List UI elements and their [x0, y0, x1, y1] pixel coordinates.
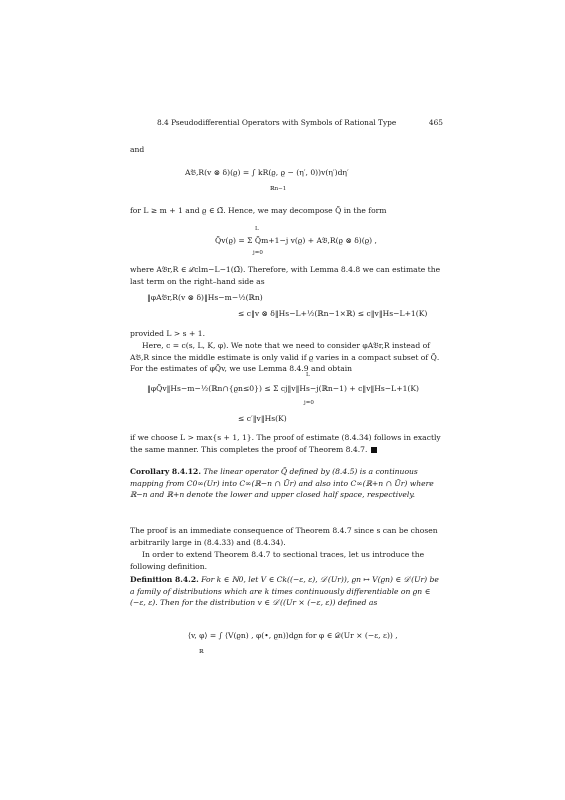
paragraph-proof: The proof is an immediate consequence of Theorem 8.4.7 since s can be chosen arbitrarily large in (8.4.33) and (8.4.34). — [130, 526, 438, 547]
equation-kernel-limit: ℝn−1 — [270, 186, 287, 192]
sum-lower-limit: j=0 — [253, 250, 263, 256]
paragraph-decompose: for L ≥ m + 1 and ϱ ∈ Ω̃. Hence, we may decompose Q̃ in the form — [130, 206, 387, 215]
qed-square-icon — [371, 447, 377, 453]
definition-8-4-2 — [130, 574, 442, 609]
sum-upper-limit: L — [255, 226, 259, 232]
estimate-line-2: ≤ c‖v ⊗ δ‖Hs−L+½(ℝn−1×ℝ) ≤ c‖v‖Hs−L+1(K) — [238, 309, 428, 318]
estimate-line-1: ‖φA𝔅r,R(v ⊗ δ)‖Hs−m−½(ℝn) — [147, 293, 263, 302]
estimate2-line-1: ‖φQ̃v‖Hs−m−½(ℝn∩{ϱn≤0}) ≤ Σ cj‖v‖Hs−j(ℝn−1) + c‖v‖Hs−L+1(K) — [147, 384, 419, 393]
equation-distribution: ⟨v, φ⟩ = ∫ ⟨V(ϱn) , φ(•, ϱn)⟩dϱn for φ ∈ 𝒟(Ur × (−ε, ε)) , — [188, 631, 398, 640]
paragraph-where: where A𝔅r,R ∈ ℒclm−L−1(Ω̃). Therefore, with Lemma 8.4.8 we can estimate the last term on the right–hand side as — [130, 265, 441, 286]
equation-decomposition: Q̃v(ϱ) = Σ Q̃m+1−j v(ϱ) + A𝔅,R(ϱ ⊗ δ)(ϱ) , — [215, 236, 377, 245]
paragraph-provided: provided L > s + 1. — [130, 329, 205, 338]
paragraph-here: Here, c = c(s, L, K, φ). We note that we need to consider φA𝔅r,R instead of A𝔅,R since the middle estimate is only valid if ϱ varies in a compact subset of Q̃. For the estimates of φQ̃v, we use Lemma 8.4.9 and obtain — [130, 341, 440, 374]
page-number: 465 — [428, 118, 443, 127]
paragraph-choose-text: if we choose L > max{s + 1, 1}. The proof of estimate (8.4.34) follows in exactly the same manner. This completes the proof of Theorem 8.4.7. — [130, 433, 441, 454]
sum2-lower-limit: j=0 — [304, 400, 314, 406]
corollary-text: The linear operator Q̃ defined by (8.4.5) is a continuous mapping from C0∞(Ur) into C∞(ℝ−n ∩ Ūr) and also into C∞(ℝ+n ∩ Ūr) where ℝ−n and ℝ+n denote the lower and upper closed half space, respectively. — [130, 467, 434, 500]
paragraph-extend: In order to extend Theorem 8.4.7 to sectional traces, let us introduce the following definition. — [130, 550, 425, 571]
paragraph-choose — [130, 432, 442, 455]
text-and: and — [130, 145, 145, 154]
estimate2-line-2: ≤ c′‖v‖Hs(K) — [238, 414, 287, 423]
definition-label: Definition 8.4.2. — [130, 575, 199, 584]
corollary-8-4-12 — [130, 466, 442, 501]
running-title: 8.4 Pseudodifferential Operators with Symbols of Rational Type — [157, 118, 397, 127]
equation-distribution-limit: ℝ — [199, 649, 204, 655]
sum2-upper-limit: L — [306, 372, 310, 378]
equation-kernel-text: A𝔅,R(v ⊗ δ)(ϱ) = ∫ kR(ϱ, ϱ − (η′, 0))v(η′)dη′ — [185, 168, 349, 177]
corollary-label: Corollary 8.4.12. — [130, 467, 201, 476]
definition-text: For k ∈ ℕ0, let V ∈ Ck((−ε, ε), 𝒟′(Ur)), ϱn ↦ V(ϱn) ∈ 𝒟′(Ur) be a family of distributions which are k times continuously differentiable on ϱn ∈ (−ε, ε). Then for the distribution v ∈ 𝒟′((Ur × (−ε, ε)) defined as — [130, 575, 439, 608]
equation-kernel — [185, 168, 349, 178]
